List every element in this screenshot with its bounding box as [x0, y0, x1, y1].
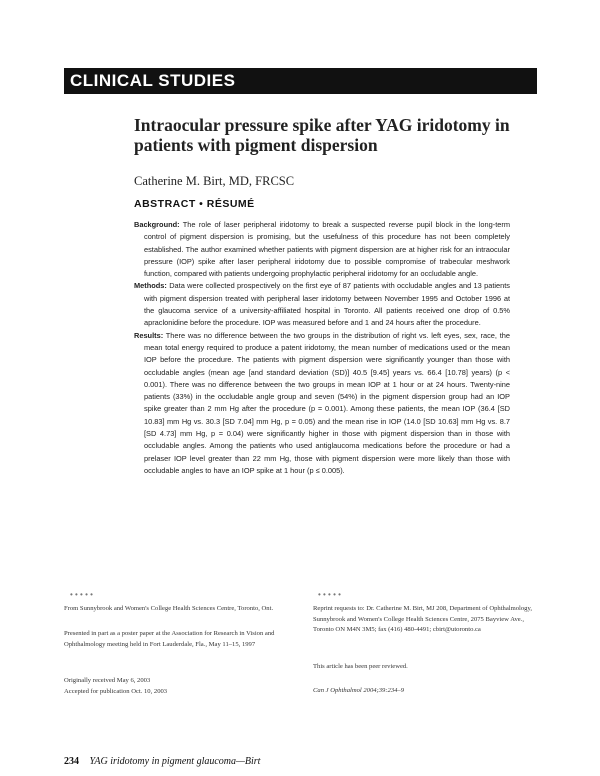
footnote-peer-review: This article has been peer reviewed. — [313, 663, 408, 670]
abstract-label: Methods: — [134, 281, 167, 291]
article-title: Intraocular pressure spike after YAG iridotomy in patients with pigment dispersion — [134, 115, 510, 155]
abstract-text: Data were collected prospectively on the first eye of 87 patients with occludable angles and 13 patients with pigment dispersion treated with peripheral laser iridotomy between November 1995 and October 1996 at the glaucoma service of a university-affiliated hospital in Toronto. All patients received one drop of 0.5% apraclonidine before the procedure. IOP was measured before and 1 and 24 hours after the procedure. — [144, 281, 510, 328]
abstract-text: There was no difference between the two groups in the distribution of right vs. left eyes, sex, race, the mean total energy required to produce a patent iridotomy, the mean number of medications used or the mean IOP before the procedure. The patients with pigment dispersion were significantly younger than those with occludable angles (mean age [and standard deviation (SD)] 40.5 [9.45] years vs. 66.4 [10.78] years) (p < 0.001). There was no difference between the two groups in mean IOP at 1 hour or at 24 hours. Twenty-nine patients (33%) in the occludable angle group and seven (54%) in the pigment dispersion group had an IOP spike greater than 2 mm Hg after the procedure (p = 0.001). Among these patients, the mean IOP (36.4 [SD 10.83] mm Hg vs. 30.3 [SD 7.04] mm Hg, p = 0.05) and the mean rise in IOP (14.0 [SD 10.63] mm Hg vs. 8.7 [SD 4.73] mm Hg, p = 0.04) were significantly higher in those with pigment dispersion than in those with occludable angles. Among the patients who used antiglaucoma medications before the procedure or had a prelaser IOP level greater than 22 mm Hg, those with pigment dispersion were more likely than those with occludable angles to have an IOP spike at 1 hour (p ≤ 0.005). — [144, 330, 510, 475]
section-banner — [64, 68, 537, 94]
footnote-affiliation: From Sunnybrook and Women's College Health Sciences Centre, Toronto, Ont. — [64, 605, 274, 612]
abstract-label: Results: — [134, 330, 164, 340]
footnote-reprint: Reprint requests to: Dr. Catherine M. Birt, MJ 208, Department of Ophthalmology, Sunnybrook and Women's College Health Sciences Centre, 2075 Bayview Ave., Toronto ON M4N 3M5; fax (416) 480-4491; cbirt@utoronto.ca — [313, 605, 532, 633]
section-label: CLINICAL STUDIES — [70, 71, 236, 90]
article-author: Catherine M. Birt, MD, FRCSC — [134, 174, 295, 188]
abstract-text: The role of laser peripheral iridotomy to break a suspected reverse pupil block in the long-term control of pigment dispersion is promising, but the usefulness of this procedure has not been completely established. The author examined whether patients with pigment dispersion are at higher risk for an intraocular pressure (IOP) spike after laser peripheral iridotomy due to possible compromise of trabecular meshwork function, compared with patients undergoing prophylactic peripheral iridotomy for an occludable angle. — [144, 220, 510, 279]
separator-dots-right: • • • • • — [318, 590, 341, 599]
footnote-received: Originally received May 6, 2003 — [64, 677, 151, 684]
footnote-citation: Can J Ophthalmol 2004;39:234–9 — [313, 687, 405, 694]
abstract-heading: ABSTRACT • RÉSUMÉ — [134, 198, 255, 210]
abstract-methods — [134, 280, 510, 329]
footnote-accepted: Accepted for publication Oct. 10, 2003 — [64, 688, 168, 695]
abstract-results — [134, 330, 510, 478]
abstract-background — [134, 219, 510, 280]
abstract-label: Background: — [134, 220, 180, 229]
abstract-body — [134, 219, 510, 477]
running-title: YAG iridotomy in pigment glaucoma—Birt — [89, 756, 261, 767]
page-number: 234 — [64, 756, 79, 767]
separator-dots-left: • • • • • — [70, 590, 93, 599]
page-footer — [64, 756, 260, 767]
footnote-presented: Presented in part as a poster paper at the Association for Research in Vision and Ophthalmology meeting held in Fort Lauderdale, Fla., May 11–15, 1997 — [64, 630, 275, 648]
